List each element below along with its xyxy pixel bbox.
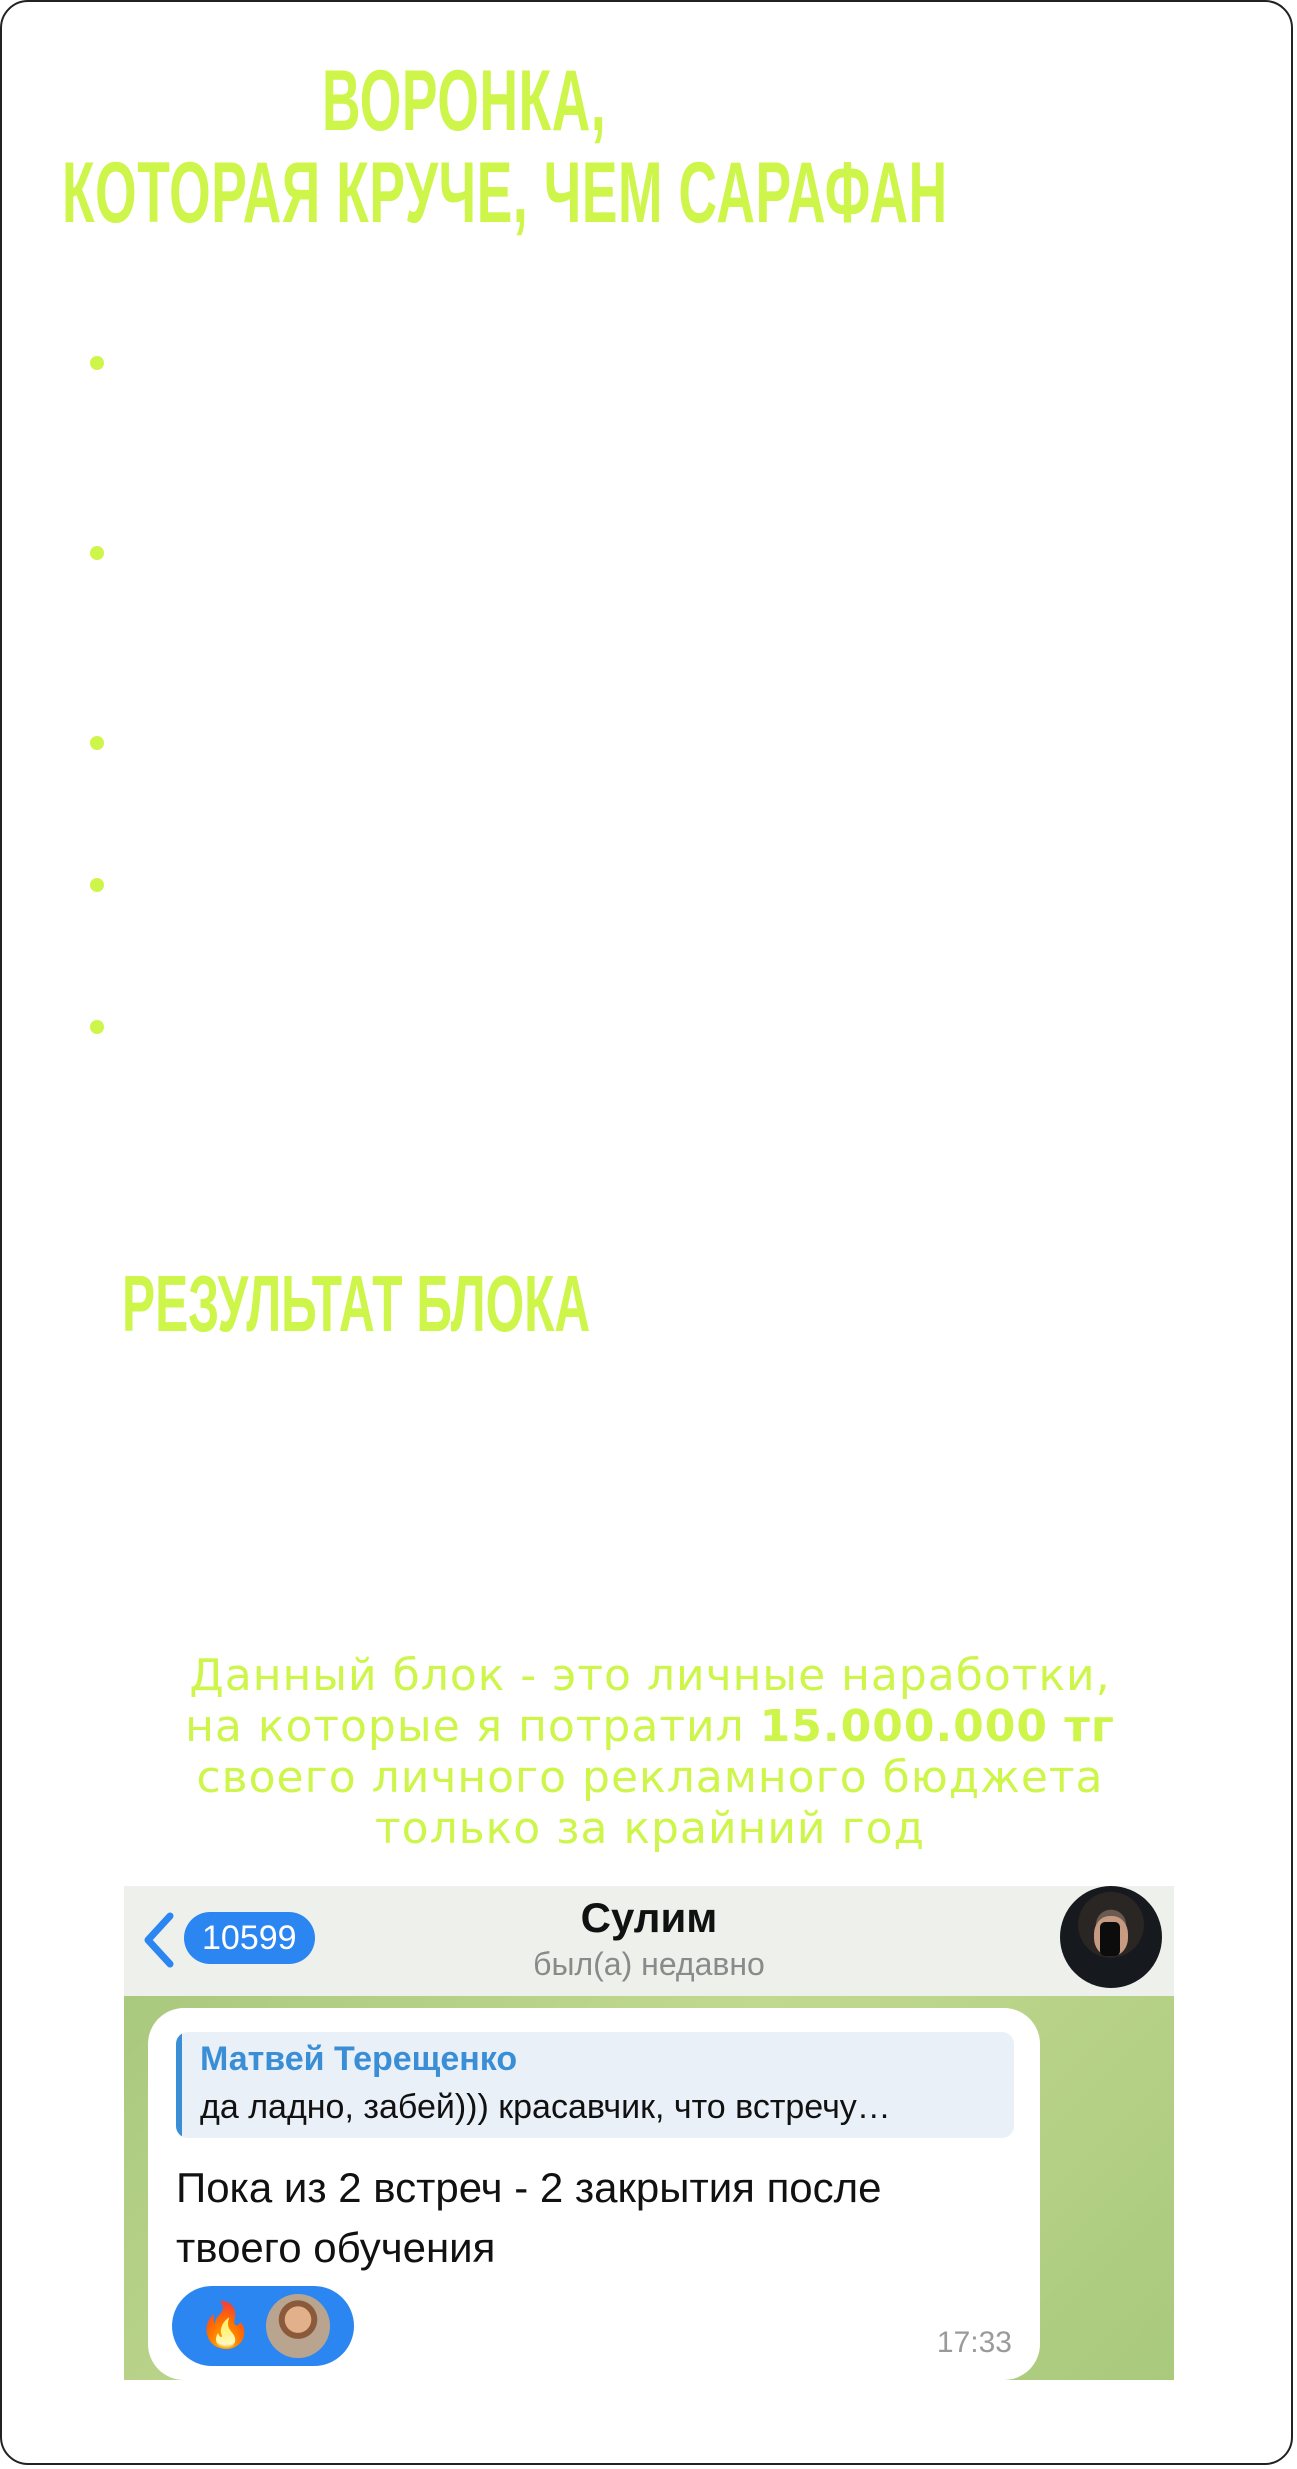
page-title-line1: ВОРОНКА, <box>322 53 607 149</box>
budget-amount: 15.000.000 тг <box>759 1701 1115 1752</box>
chat-header <box>124 1886 1174 1996</box>
message-time: 17:33 <box>936 2326 1012 2359</box>
description-line: своего личного рекламного бюджета <box>196 1752 1104 1803</box>
avatar[interactable] <box>1060 1886 1162 1988</box>
fire-icon: 🔥 <box>198 2300 253 2351</box>
reply-quote[interactable] <box>176 2032 1014 2138</box>
bullet-point <box>90 546 104 560</box>
message-line: Пока из 2 встреч - 2 закрытия после <box>176 2164 882 2211</box>
bullet-point <box>90 356 104 370</box>
description-line: только за крайний год <box>375 1803 925 1854</box>
description-line <box>120 1701 1180 1752</box>
reactor-avatar <box>266 2294 330 2358</box>
message-text <box>176 2158 1016 2278</box>
chat-screenshot <box>124 1886 1174 2380</box>
reaction-pill[interactable] <box>172 2286 354 2366</box>
message-line: твоего обучения <box>176 2224 496 2271</box>
unread-count-badge[interactable]: 10599 <box>184 1912 315 1964</box>
reply-bar <box>176 2032 182 2138</box>
bullet-point <box>90 1020 104 1034</box>
page-title-line2: КОТОРАЯ КРУЧЕ, ЧЕМ САРАФАН <box>62 145 948 241</box>
reply-text: да ладно, забей))) красавчик, что встречу… <box>200 2088 891 2126</box>
bullet-point <box>90 878 104 892</box>
block-description <box>120 1650 1180 1854</box>
contact-status: был(а) недавно <box>533 1946 765 1982</box>
message-bubble[interactable] <box>148 2008 1040 2380</box>
avatar-phone <box>1100 1922 1120 1956</box>
contact-name: Сулим <box>580 1894 718 1941</box>
description-text: на которые я потратил <box>185 1701 760 1752</box>
bullet-point <box>90 736 104 750</box>
section-title: РЕЗУЛЬТАТ БЛОКА <box>122 1259 591 1348</box>
description-line: Данный блок - это личные наработки, <box>189 1650 1111 1701</box>
reply-author: Матвей Терещенко <box>200 2040 518 2078</box>
